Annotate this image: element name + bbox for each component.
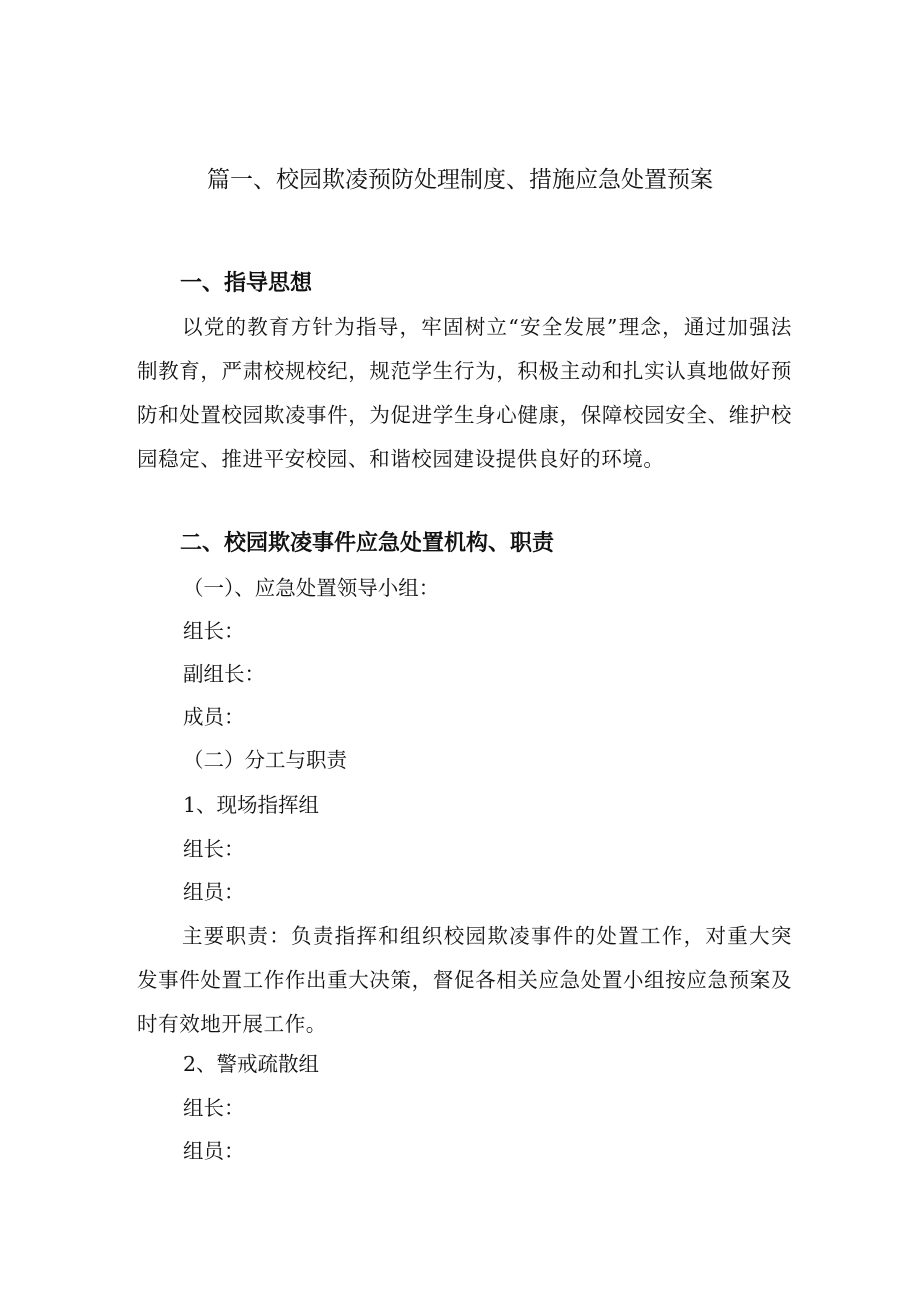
group-1-members-line: 组员： <box>183 880 245 904</box>
section-heading-emergency-organization: 二、校园欺凌事件应急处置机构、职责 <box>180 531 555 556</box>
subheading-leadership-group: （一）、应急处置领导小组： <box>183 576 440 600</box>
group-2-members-line: 组员： <box>183 1139 245 1163</box>
group-1-duty-paragraph: 主要职责：负责指挥和组织校园欺凌事件的处置工作，对重大突发事件处置工作作出重大决策，督促各相关应急处置小组按应急预案及时有效地开展工作。 <box>137 924 792 1036</box>
leadership-leader-line: 组长： <box>183 619 245 643</box>
guiding-ideology-paragraph: 以党的教育方针为指导，牢固树立“安全发展”理念，通过加强法制教育，严肃校规校纪，规范学生行为，积极主动和扎实认真地做好预防和处置校园欺凌事件，为促进学生身心健康，保障校园安全、维护校园稳定、推进平安校园、和谐校园建设提供良好的环境。 <box>137 315 792 471</box>
leadership-deputy-line: 副组长： <box>183 662 265 686</box>
group-2-name: 2、警戒疏散组 <box>183 1052 320 1076</box>
section-heading-guiding-ideology: 一、指导思想 <box>180 271 313 296</box>
subheading-division-duties: （二）分工与职责 <box>183 748 347 772</box>
group-1-name: 1、现场指挥组 <box>183 793 320 817</box>
leadership-members-line: 成员： <box>183 705 245 729</box>
document-title: 篇一、校园欺凌预防处理制度、措施应急处置预案 <box>207 167 713 193</box>
group-2-leader-line: 组长： <box>183 1096 245 1120</box>
group-1-leader-line: 组长： <box>183 837 245 861</box>
